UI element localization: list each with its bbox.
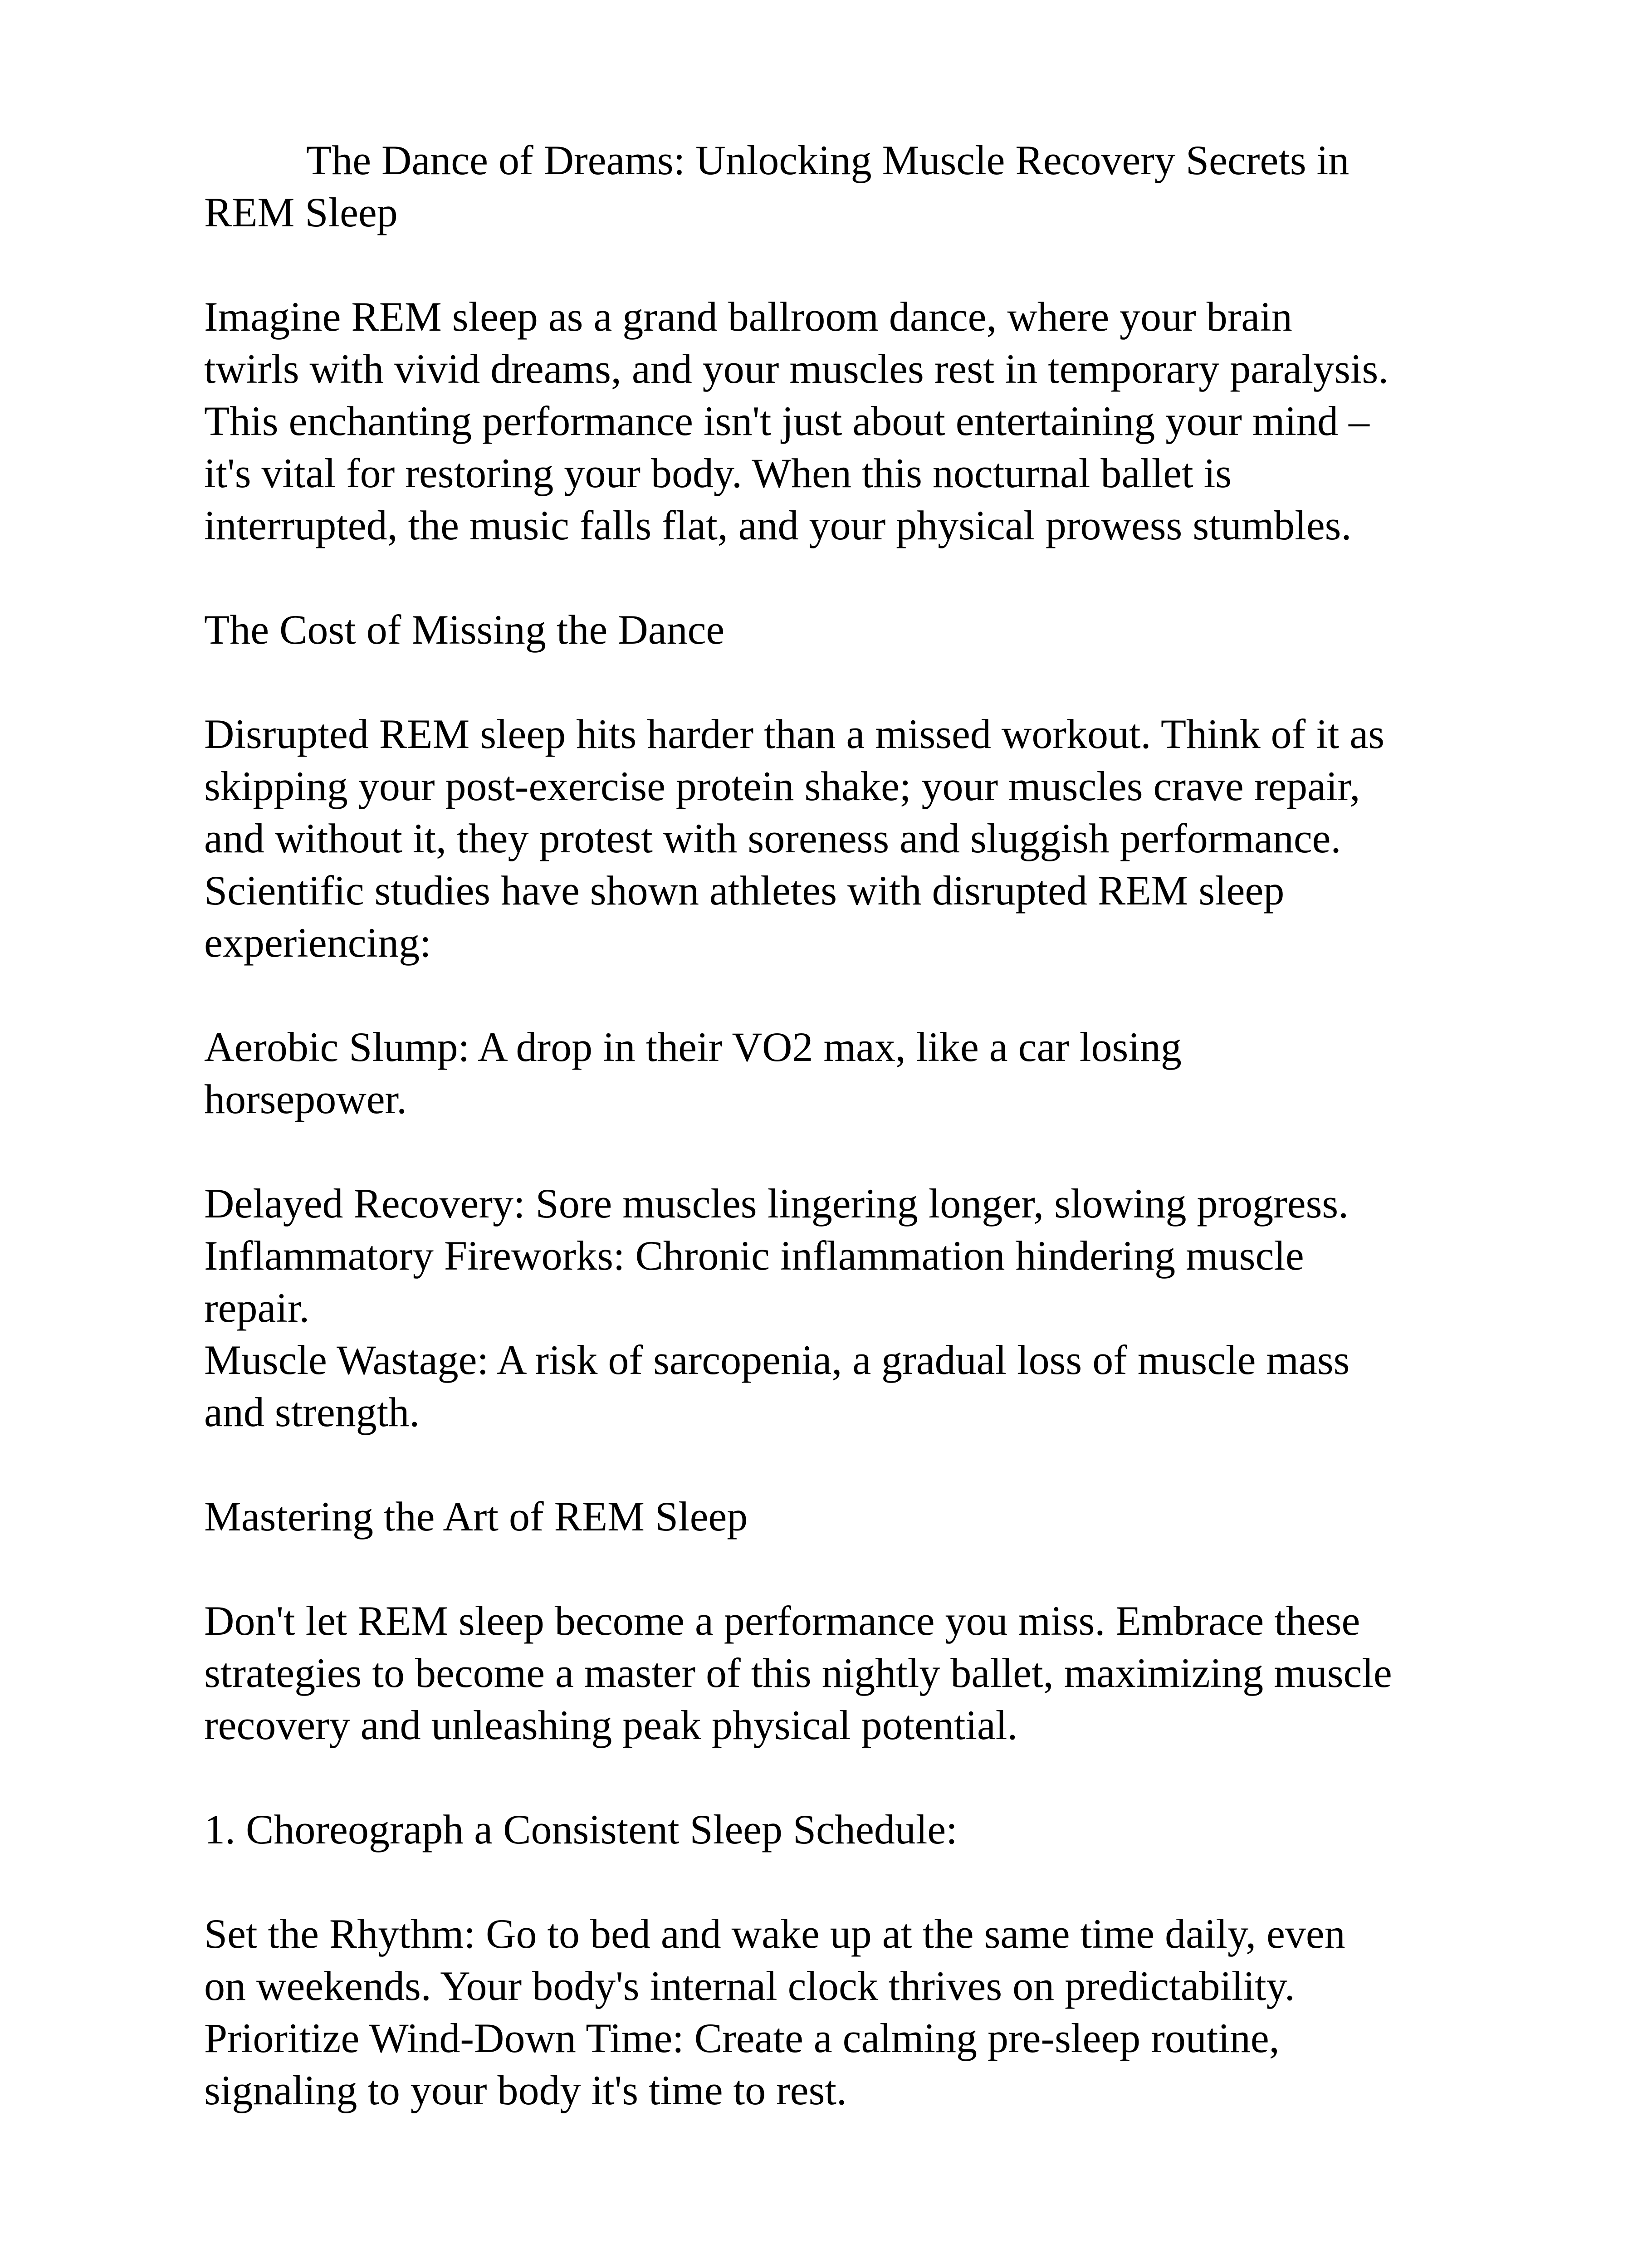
paragraph-line: Imagine REM sleep as a grand ballroom dance, where your brain	[204, 293, 1292, 340]
list-item-line: Set the Rhythm: Go to bed and wake up at the same time daily, even	[204, 1911, 1345, 1957]
paragraph-line: recovery and unleashing peak physical potential.	[204, 1702, 1018, 1748]
paragraph-line: strategies to become a master of this nightly ballet, maximizing muscle	[204, 1650, 1392, 1696]
list-item-line: repair.	[204, 1285, 310, 1331]
numbered-heading: 1. Choreograph a Consistent Sleep Schedule:	[204, 1806, 958, 1853]
paragraph-line: experiencing:	[204, 919, 431, 966]
paragraph-gap	[204, 239, 1520, 291]
paragraph-gap	[204, 1751, 1520, 1804]
paragraph-gap	[204, 969, 1520, 1021]
list-item-line: Inflammatory Fireworks: Chronic inflammation hindering muscle	[204, 1232, 1304, 1279]
section-heading: Mastering the Art of REM Sleep	[204, 1493, 748, 1540]
paragraph-line: Disrupted REM sleep hits harder than a missed workout. Think of it as	[204, 711, 1385, 757]
paragraph-gap	[204, 1856, 1520, 1908]
list-item-line: Aerobic Slump: A drop in their VO2 max, like a car losing	[204, 1024, 1182, 1070]
list-item-line: Muscle Wastage: A risk of sarcopenia, a gradual loss of muscle mass	[204, 1337, 1350, 1383]
paragraph-gap	[204, 552, 1520, 604]
section-heading: The Cost of Missing the Dance	[204, 606, 725, 653]
paragraph-line: interrupted, the music falls flat, and your physical prowess stumbles.	[204, 502, 1352, 548]
document-title-line-1: The Dance of Dreams: Unlocking Muscle Recovery Secrets in	[306, 137, 1349, 183]
paragraph-gap	[204, 1125, 1520, 1178]
paragraph-line: Don't let REM sleep become a performance you miss. Embrace these	[204, 1598, 1360, 1644]
paragraph-gap	[204, 656, 1520, 708]
list-item-line: on weekends. Your body's internal clock thrives on predictability.	[204, 1963, 1295, 2009]
body-text	[204, 134, 1520, 2116]
paragraph-gap	[204, 1438, 1520, 1491]
list-item-line: Delayed Recovery: Sore muscles lingering longer, slowing progress.	[204, 1180, 1349, 1227]
paragraph-line: twirls with vivid dreams, and your muscles rest in temporary paralysis.	[204, 346, 1389, 392]
paragraph-line: skipping your post-exercise protein shake; your muscles crave repair,	[204, 763, 1360, 809]
paragraph-line: and without it, they protest with soreness and sluggish performance.	[204, 815, 1341, 861]
paragraph-line: it's vital for restoring your body. When this nocturnal ballet is	[204, 450, 1232, 496]
list-item-line: signaling to your body it's time to rest.	[204, 2067, 847, 2113]
paragraph-line: This enchanting performance isn't just about entertaining your mind –	[204, 398, 1369, 444]
list-item-line: Prioritize Wind-Down Time: Create a calming pre-sleep routine,	[204, 2015, 1280, 2061]
list-item-line: and strength.	[204, 1389, 420, 1435]
paragraph-line: Scientific studies have shown athletes with disrupted REM sleep	[204, 867, 1285, 914]
paragraph-gap	[204, 1543, 1520, 1595]
list-item-line: horsepower.	[204, 1076, 407, 1122]
document-title-line-2: REM Sleep	[204, 189, 398, 235]
